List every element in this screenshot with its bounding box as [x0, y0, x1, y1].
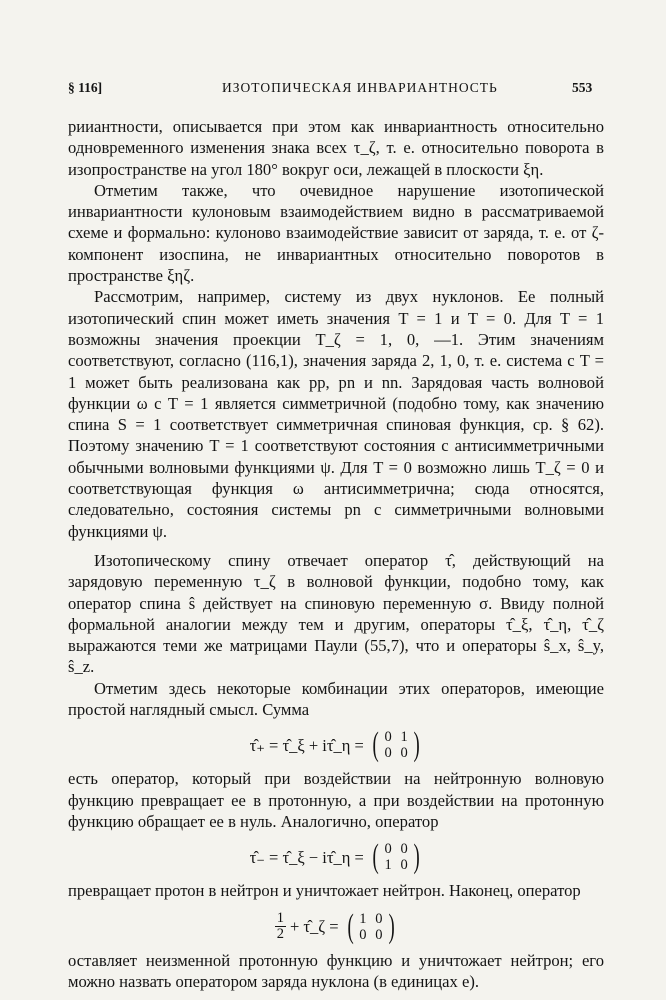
matrix-cell: 1 [400, 729, 408, 746]
running-title: ИЗОТОПИЧЕСКАЯ ИНВАРИАНТНОСТЬ [222, 80, 498, 95]
paragraph-3: Рассмотрим, например, систему из двух нуклонов. Ее полный изотопический спин может иметь значения T = 1 и T = 0. Для T = 1 возможны значения проекции T_ζ = 1, 0, —1. Этим значениям соответствуют, согласно (116,1), значения заряда 2, 1, 0, т. е. система с T = 1 может быть реализована как pp, pn и nn. Зарядовая часть волновой функции ω с T = 1 является симметричной (подобно тому, как значению спина S = 1 соответствует симметричная спиновая функция, ср. § 62). Поэтому значению T = 1 соответствуют состояния с антисимметричными обычными волновыми функциями ψ. Для T = 0 возможно лишь T_ζ = 0 и соответствующая функция ω антисимметрична; сюда относятся, следовательно, состояния системы pn с симметричными волновыми функциями ψ. [68, 287, 604, 541]
paragraph-6: есть оператор, который при воздействии на нейтронную волновую функцию превращает ее в протонную, а при воздействии на протонную функцию обращает ее в нуль. Аналогично, оператор [68, 769, 604, 831]
page-number: 553 [572, 80, 593, 95]
formula-lhs: τ̂₋ = τ̂_ξ − iτ̂_η = [249, 847, 364, 867]
fraction [275, 911, 286, 942]
matrix-cell: 0 [375, 910, 383, 927]
matrix-cell: 0 [384, 841, 392, 858]
formula-tau-minus [68, 840, 604, 874]
paragraph-7: превращает протон в нейтрон и уничтожает нейтрон. Наконец, оператор [68, 881, 581, 901]
matrix-cell: 0 [375, 926, 383, 943]
matrix: ( 0 0 1 0 ) [372, 838, 420, 876]
page-body [68, 116, 604, 992]
paragraph-2: Отметим также, что очевидное нарушение изотопической инвариантности кулоновым взаимодействием видно в рассматриваемой схеме и формально: кулоново взаимодействие зависит от заряда, т. е. от ζ-компонент изоспина, не инвариантных относительно поворотов в пространстве ξηζ. [68, 180, 604, 286]
matrix-cell: 1 [384, 857, 392, 874]
formula-tau-plus [68, 728, 604, 762]
formula-lhs: τ̂₊ = τ̂_ξ + iτ̂_η = [249, 735, 364, 755]
matrix-cell: 1 [359, 910, 367, 927]
matrix-cell: 0 [400, 841, 408, 858]
matrix-cell: 0 [384, 745, 392, 762]
fraction-numerator: 1 [276, 910, 284, 926]
matrix-cell: 0 [400, 857, 408, 874]
fraction-denominator: 2 [276, 926, 284, 942]
paragraph-1: рииантности, описывается при этом как инвариантность относительно одновременного изменения знака всех τ_ζ, т. е. относительно поворота в изопространстве на угол 180° вокруг оси, лежащей в плоскости ξη. [68, 117, 604, 179]
matrix: ( 0 1 0 0 ) [372, 726, 420, 764]
matrix-cell: 0 [359, 926, 367, 943]
paragraph-4: Изотопическому спину отвечает оператор τ̂, действующий на зарядовую переменную τ_ζ в волновой функции, подобно тому, как оператор спина ŝ действует на спиновую переменную σ. Ввиду полной формальной аналогии между тем и другим, операторы τ̂_ξ, τ̂_η, τ̂_ζ выражаются теми же матрицами Паули (55,7), что и операторы ŝ_x, ŝ_y, ŝ_z. [68, 550, 604, 677]
matrix-cell: 0 [400, 745, 408, 762]
matrix-cell: 0 [384, 729, 392, 746]
section-marker: § 116] [68, 80, 103, 95]
matrix: ( 1 0 0 0 ) [347, 907, 395, 945]
formula-lhs: + τ̂_ζ = [290, 916, 339, 936]
formula-charge [68, 907, 604, 945]
running-header [0, 80, 666, 106]
paragraph-8: оставляет неизменной протонную функцию и уничтожает нейтрон; его можно назвать оператором заряда нуклона (в единицах e). [68, 950, 604, 991]
paragraph-5: Отметим здесь некоторые комбинации этих операторов, имеющие простой наглядный смысл. Сумма [68, 678, 604, 720]
